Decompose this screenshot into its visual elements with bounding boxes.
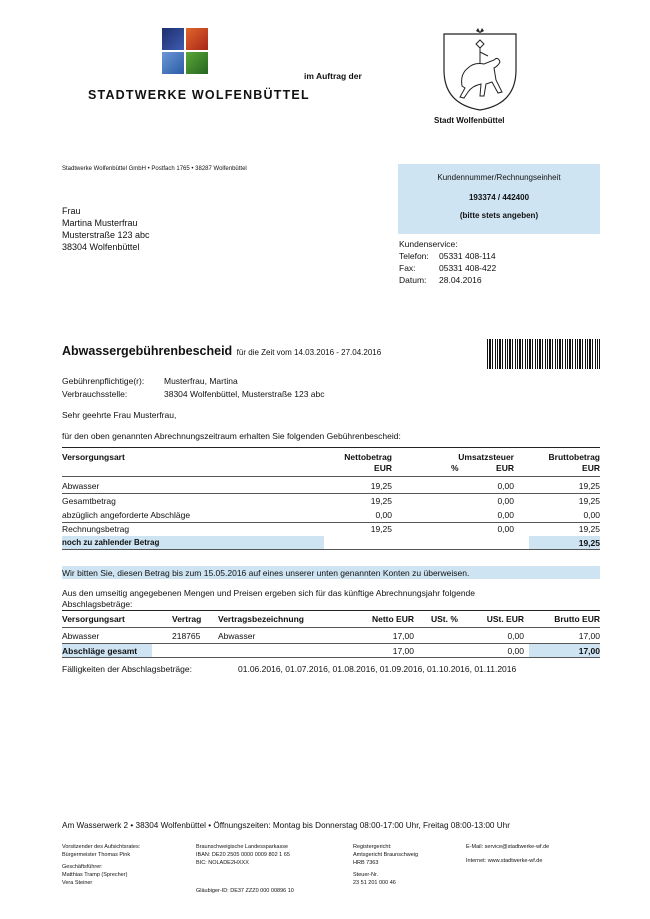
- info-block: [62, 375, 325, 401]
- footer-line: 23 51 201 000 46: [353, 880, 396, 886]
- col-brutto-unit: EUR: [582, 463, 600, 473]
- col-ust-pct: %: [451, 463, 459, 473]
- recipient-city: 38304 Wolfenbüttel: [62, 242, 140, 252]
- table2-row-bezeichnung: Abwasser: [218, 631, 256, 641]
- table-row-brutto: 19,25: [578, 496, 600, 506]
- phone-value: 05331 408-114: [439, 251, 496, 261]
- col2-vertrag: Vertrag: [172, 614, 202, 624]
- abschlag-total-label: Abschläge gesamt: [62, 646, 138, 656]
- table-row-label: Rechnungsbetrag: [62, 524, 130, 534]
- faelligkeiten-label: Fälligkeiten der Abschlagsbeträge:: [62, 664, 192, 674]
- recipient-street: Musterstraße 123 abc: [62, 230, 150, 240]
- payer-label: Gebührenpflichtige(r):: [62, 376, 145, 386]
- footer-website[interactable]: Internet: www.stadtwerke-wf.de: [466, 858, 543, 864]
- recipient-salutation: Frau: [62, 206, 81, 216]
- footer-line: BIC: NOLADE2HXXX: [196, 860, 249, 866]
- footer-line: IBAN: DE20 2505 0000 0009 802 1 65: [196, 852, 290, 858]
- abschlag-total-netto: 17,00: [392, 646, 414, 656]
- footer-line: Amtsgericht Braunschweig: [353, 852, 419, 858]
- barcode: [487, 339, 600, 369]
- table-row-label: Abwasser: [62, 481, 100, 491]
- footer-email[interactable]: E-Mail: service@stadtwerke-wf.de: [466, 844, 550, 850]
- col2-netto: Netto EUR: [371, 614, 414, 624]
- table2-row-ust: 0,00: [507, 631, 524, 641]
- sender-line: Stadtwerke Wolfenbüttel GmbH • Postfach 1765 • 38287 Wolfenbüttel: [62, 166, 247, 172]
- col-netto: Nettobetrag: [344, 452, 392, 462]
- faelligkeiten-dates: 01.06.2016, 01.07.2016, 01.08.2016, 01.09.2016, 01.10.2016, 01.11.2016: [238, 664, 517, 674]
- table-row-brutto: 19,25: [578, 524, 600, 534]
- recipient-address: [62, 205, 150, 253]
- table-row-label: abzüglich angeforderte Abschläge: [62, 510, 191, 520]
- table-row-netto: 0,00: [375, 510, 392, 520]
- customer-number-label: Kundennummer/Rechnungseinheit: [437, 173, 561, 182]
- footer-line: Vorsitzender des Aufsichtsrates:: [62, 844, 141, 850]
- footer-col-board: [62, 843, 140, 887]
- total-value: 19,25: [578, 538, 600, 548]
- col2-bezeichnung: Vertragsbezeichnung: [218, 614, 304, 624]
- recipient-name: Martina Musterfrau: [62, 218, 138, 228]
- col-ust-unit: EUR: [496, 463, 514, 473]
- document-title: [62, 342, 381, 360]
- footer-line: Bürgermeister Thomas Pink: [62, 852, 131, 858]
- footer-address: Am Wasserwerk 2 • 38304 Wolfenbüttel • Öffnungszeiten: Montag bis Donnerstag 08:00-17:00 Uhr, Freitag 08:00-13:00 Uhr: [62, 821, 510, 830]
- date-label: Datum:: [399, 275, 427, 285]
- location-value: 38304 Wolfenbüttel, Musterstraße 123 abc: [164, 389, 325, 399]
- city-name: Stadt Wolfenbüttel: [434, 116, 505, 125]
- footer-line: Gläubiger-ID: DE37 ZZZ0 000 00896 10: [196, 888, 294, 894]
- table-row-brutto: 19,25: [578, 481, 600, 491]
- col2-brutto: Brutto EUR: [554, 614, 600, 624]
- footer-line: Steuer-Nr.: [353, 872, 379, 878]
- col2-versorgungsart: Versorgungsart: [62, 614, 125, 624]
- footer-line: Braunschweigische Landessparkasse: [196, 844, 289, 850]
- footer-line: HRB 7363: [353, 860, 379, 866]
- col-brutto: Bruttobetrag: [548, 452, 600, 462]
- table-row-netto: 19,25: [370, 524, 392, 534]
- city-coat-of-arms: [440, 26, 520, 112]
- customer-number-box: [398, 164, 600, 234]
- im-auftrag-text: im Auftrag der: [304, 71, 362, 81]
- table-row-label: Gesamtbetrag: [62, 496, 116, 506]
- table-row-netto: 19,25: [370, 496, 392, 506]
- title-main: Abwassergebührenbescheid: [62, 344, 233, 358]
- table-row-ust: 0,00: [497, 510, 514, 520]
- logo-tile-green: [186, 52, 208, 74]
- location-label: Verbrauchsstelle:: [62, 389, 128, 399]
- col-ust: Umsatzsteuer: [458, 452, 514, 462]
- footer-col-bank: [196, 843, 294, 895]
- fax-label: Fax:: [399, 263, 416, 273]
- customer-number: 193374 / 442400: [468, 193, 530, 202]
- table2-row-netto: 17,00: [392, 631, 414, 641]
- customer-number-note: (bitte stets angeben): [459, 211, 539, 220]
- horse-rider-icon: [440, 26, 520, 112]
- fax-value: 05331 408-422: [439, 263, 497, 273]
- greeting: Sehr geehrte Frau Musterfrau,: [62, 410, 177, 420]
- logo-tile-blue: [162, 28, 184, 50]
- table-row-ust: 0,00: [497, 496, 514, 506]
- footer-line: Registergericht:: [353, 844, 392, 850]
- table-row-netto: 19,25: [370, 481, 392, 491]
- stadtwerke-logo: [88, 26, 310, 106]
- brand-name: STADTWERKE WOLFENBÜTTEL: [88, 88, 310, 102]
- table-row-ust: 0,00: [497, 481, 514, 491]
- payment-note: Wir bitten Sie, diesen Betrag bis zum 15.05.2016 auf eines unserer unten genannten Konten zu überweisen.: [62, 568, 470, 578]
- phone-label: Telefon:: [399, 251, 429, 261]
- service-title: Kundenservice:: [399, 239, 458, 249]
- footer-col-register: [353, 843, 418, 887]
- logo-tile-lightblue: [162, 52, 184, 74]
- abschlag-intro: Aus den umseitig angegebenen Mengen und Preisen ergeben sich für das künftige Abrechnungsjahr folgende Abschlagsbeträge:: [62, 588, 476, 609]
- col2-ust-eur: USt. EUR: [486, 614, 524, 624]
- table-row-brutto: 0,00: [583, 510, 600, 520]
- title-period: für die Zeit vom 14.03.2016 - 27.04.2016: [236, 348, 382, 357]
- total-label: noch zu zahlender Betrag: [62, 538, 160, 547]
- table2-row-label: Abwasser: [62, 631, 100, 641]
- table-row-ust: 0,00: [497, 524, 514, 534]
- customer-service: [399, 238, 496, 286]
- table2-row-vertrag: 218765: [172, 631, 201, 641]
- col-versorgungsart: Versorgungsart: [62, 452, 125, 462]
- col2-ust-pct: USt. %: [431, 614, 458, 624]
- footer-col-contact: [466, 843, 549, 865]
- logo-tile-red: [186, 28, 208, 50]
- abschlag-total-ust: 0,00: [507, 646, 524, 656]
- abschlag-total-brutto: 17,00: [578, 646, 600, 656]
- table2-row-brutto: 17,00: [578, 631, 600, 641]
- footer-line: Vera Steiner: [62, 880, 93, 886]
- col-netto-unit: EUR: [374, 463, 392, 473]
- intro-text: für den oben genannten Abrechnungszeitraum erhalten Sie folgenden Gebührenbescheid:: [62, 431, 401, 441]
- payer-value: Musterfrau, Martina: [164, 376, 238, 386]
- date-value: 28.04.2016: [439, 275, 482, 285]
- footer-line: Matthias Tramp (Sprecher): [62, 872, 128, 878]
- footer-line: Geschäftsführer:: [62, 864, 103, 870]
